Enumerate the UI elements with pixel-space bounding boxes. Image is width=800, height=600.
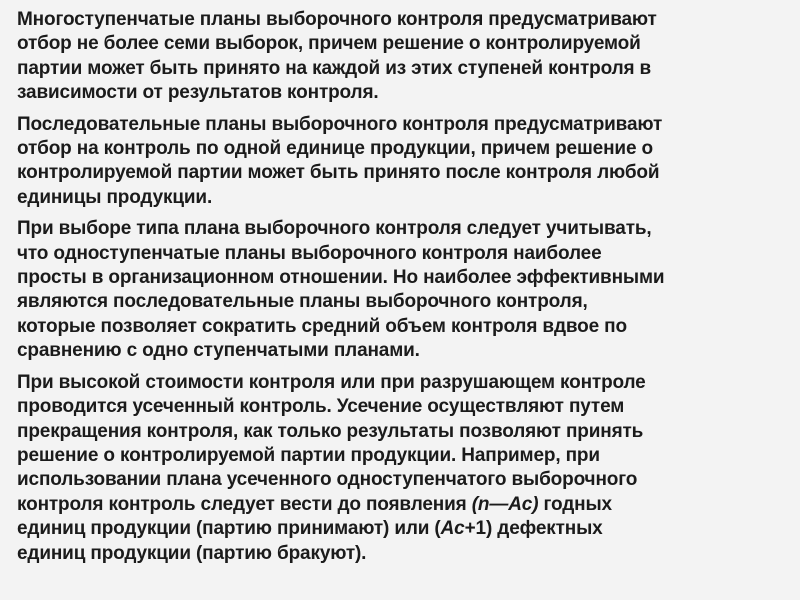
paragraph-multistage-plans <box>17 8 797 106</box>
text-line: решение о контролируемой партии продукции. Например, при <box>17 444 600 466</box>
text-line: которые позволяет сократить средний объем контроля вдвое по <box>17 315 627 337</box>
text-line: Многоступенчатые планы выборочного контроля предусматривают <box>17 9 657 30</box>
text-line: что одноступенчатые планы выборочного контроля наиболее <box>17 242 602 264</box>
text-line: единиц продукции (партию бракуют). <box>17 542 367 564</box>
text-line-with-formula <box>17 517 797 541</box>
text-line: отбор не более семи выборок, причем решение о контролируемой <box>17 33 641 55</box>
text-line: сравнению с одно ступенчатыми планами. <box>17 340 420 362</box>
text-line: отбор на контроль по одной единице продукции, причем решение о <box>17 138 653 160</box>
paragraph-plan-choice <box>17 217 797 363</box>
text-fragment: контроля контроль следует вести до появления <box>17 493 472 515</box>
text-line: единицы продукции. <box>17 186 213 208</box>
text-fragment: единиц продукции (партию принимают) или ( <box>17 518 441 540</box>
text-line: использовании плана усеченного одноступенчатого выборочного <box>17 469 638 491</box>
formula-ac: Ac <box>440 518 465 540</box>
text-line: зависимости от результатов контроля. <box>17 82 379 104</box>
text-line: Последовательные планы выборочного контроля предусматривают <box>17 113 663 135</box>
text-line: партии может быть принято на каждой из этих ступеней контроля в <box>17 57 652 79</box>
text-line: просты в организационном отношении. Но наиболее эффективными <box>17 267 665 289</box>
text-line: контролируемой партии может быть принято после контроля любой <box>17 162 660 184</box>
document-body <box>17 8 797 573</box>
paragraph-truncated-control <box>17 371 797 566</box>
formula-n-minus-ac: (n—Ac) <box>471 493 539 515</box>
text-line: При высокой стоимости контроля или при разрушающем контроле <box>17 371 646 393</box>
text-fragment: ) дефектных <box>485 518 603 540</box>
text-line-with-formula <box>17 493 797 517</box>
formula-plus-one: +1 <box>464 518 486 540</box>
paragraph-sequential-plans <box>17 113 797 211</box>
text-line: являются последовательные планы выборочного контроля, <box>17 291 588 313</box>
text-line: проводится усеченный контроль. Усечение осуществляют путем <box>17 396 625 418</box>
text-fragment: годных <box>538 493 612 515</box>
text-line: прекращения контроля, как только результаты позволяют принять <box>17 420 644 442</box>
text-line: При выборе типа плана выборочного контроля следует учитывать, <box>17 218 652 240</box>
